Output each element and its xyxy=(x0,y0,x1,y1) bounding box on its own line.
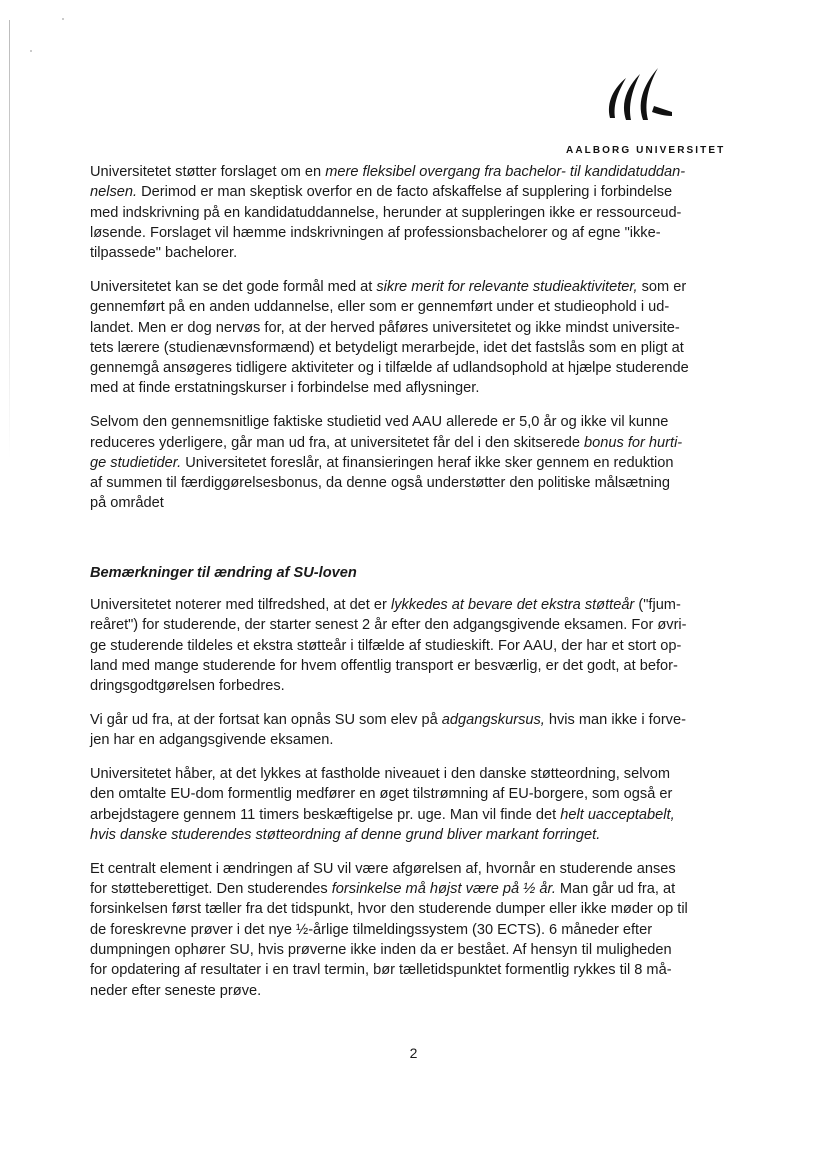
italic-run: helt uacceptabelt, xyxy=(560,806,675,823)
italic-run: forsinkelse må højst være på ½ år. xyxy=(331,881,556,898)
text-line xyxy=(90,162,750,182)
text-run: Vi går ud fra, at der fortsat kan opnås SU som elev på xyxy=(90,712,442,729)
text-line xyxy=(90,433,750,453)
text-line: ge studerende tildeles et ekstra støtteår i tilfælde af studieskift. For AAU, der har et stort op- xyxy=(90,637,682,654)
text-line xyxy=(90,277,750,297)
scan-edge-line xyxy=(9,20,10,460)
paragraph xyxy=(90,859,750,1001)
scan-speck xyxy=(30,50,32,52)
text-line xyxy=(90,879,750,899)
italic-run: bonus for hurti- xyxy=(584,434,683,451)
text-line: løsende. Forslaget vil hæmme indskrivningen af professionsbachelorer og af egne "ikke- xyxy=(90,224,661,241)
text-run: Man går ud fra, at xyxy=(555,881,676,898)
text-run: Derimod er man skeptisk overfor en de facto afskaffelse af supplering i forbindelse xyxy=(137,184,673,201)
text-run: hvis man ikke i forve- xyxy=(544,712,686,729)
text-run: ("fjum- xyxy=(634,597,681,614)
text-line: tets lærere (studienævnsformænd) et betydeligt merarbejde, idet det fastslås som en pligt at xyxy=(90,339,684,356)
paragraph xyxy=(90,412,750,513)
text-line: med indskrivning på en kandidatuddannelse, herunder at suppleringen ikke er ressourceud- xyxy=(90,204,682,221)
text-run: Universitetet noterer med tilfredshed, at det er xyxy=(90,597,391,614)
paragraph xyxy=(90,162,750,263)
text-line xyxy=(90,453,750,473)
text-line: landet. Men er dog nervøs for, at der herved påføres universitetet og ikke mindst universite- xyxy=(90,319,680,336)
italic-run: sikre merit for relevante studieaktiviteter, xyxy=(376,278,638,295)
paragraph xyxy=(90,710,750,751)
text-line xyxy=(90,805,750,825)
italic-run: hvis danske studerendes støtteordning af denne grund bliver markant forringet. xyxy=(90,827,601,844)
text-run: for støtteberettiget. Den studerendes xyxy=(90,881,332,898)
text-run: Universitetet støtter forslaget om en xyxy=(90,164,326,180)
text-line xyxy=(90,825,750,845)
text-line: jen har en adgangsgivende eksamen. xyxy=(90,732,334,749)
text-line: den omtalte EU-dom formentlig medfører en øget tilstrømning af EU-borgere, som også er xyxy=(90,786,673,803)
text-line: Et centralt element i ændringen af SU vil være afgørelsen af, hvornår en studerende anses xyxy=(90,860,676,877)
text-line: gennemført på en anden uddannelse, eller som er gennemført under et studieophold i ud- xyxy=(90,299,670,316)
document-body xyxy=(90,162,750,1014)
paragraph xyxy=(90,277,750,399)
text-line: de foreskrevne prøver i det nye ½-årlige tilmeldingssystem (30 ECTS). 6 måneder efter xyxy=(90,921,653,938)
text-run: arbejdstagere gennem 11 timers beskæftigelse pr. uge. Man vil finde det xyxy=(90,806,561,823)
text-line: dumpningen ophører SU, hvis prøverne ikke inden da er bestået. Af hensyn til muligheden xyxy=(90,942,672,958)
text-line: Selvom den gennemsnitlige faktiske studietid ved AAU allerede er 5,0 år og ikke vil kunne xyxy=(90,414,669,431)
text-line: med at finde erstatningskurser i forbindelse med aflysninger. xyxy=(90,380,480,397)
text-line: reåret") for studerende, der starter senest 2 år efter den adgangsgivende eksamen. For øvri- xyxy=(90,617,687,634)
text-run: Universitetet foreslår, at finansieringen heraf ikke sker gennem en reduktion xyxy=(181,454,674,471)
italic-run: ge studietider. xyxy=(90,454,182,471)
italic-run: adgangskursus, xyxy=(441,712,545,729)
italic-run: nelsen. xyxy=(90,184,138,201)
page-number: 2 xyxy=(409,1045,418,1061)
text-run: som er xyxy=(637,278,687,295)
text-line: for opdatering af resultater i en travl termin, bør tælletidspunktet formentlig rykkes til 8 må- xyxy=(90,962,672,979)
scan-speck xyxy=(62,18,64,20)
text-line: dringsgodtgørelsen forbedres. xyxy=(90,678,285,695)
text-line xyxy=(90,710,750,730)
italic-run: lykkedes at bevare det ekstra støtteår xyxy=(390,597,635,614)
text-line: land med mange studerende for hvem offentlig transport er besværlig, er det godt, at befor- xyxy=(90,657,678,674)
text-line xyxy=(90,595,750,615)
text-line: tilpassede" bachelorer. xyxy=(90,245,238,262)
text-line: Universitetet håber, at det lykkes at fastholde niveauet i den danske støtteordning, selvom xyxy=(90,766,671,783)
text-line: forsinkelsen først tæller fra det tidspunkt, hvor den studerende dumper eller ikke møder op til xyxy=(90,901,688,918)
paragraph xyxy=(90,764,750,845)
text-line: neder efter seneste prøve. xyxy=(90,982,262,999)
university-name: AALBORG UNIVERSITET xyxy=(566,145,726,156)
text-line: af summen til færdiggørelsesbonus, da denne også understøtter den politiske målsætning xyxy=(90,475,671,492)
text-line xyxy=(90,182,750,202)
text-line: gennemgå ansøgeres tidligere aktiviteter og i tilfælde af udlandsophold at hjælpe studerende xyxy=(90,360,689,377)
paragraph xyxy=(90,595,750,696)
text-run: reduceres yderligere, går man ud fra, at universitetet får del i den skitserede xyxy=(90,434,585,451)
aau-logo-icon xyxy=(596,66,674,122)
section-heading: Bemærkninger til ændring af SU-loven xyxy=(90,564,357,581)
italic-run: mere fleksibel overgang fra bachelor- til kandidatuddan- xyxy=(325,164,686,180)
text-line: på området xyxy=(90,495,164,512)
text-run: Universitetet kan se det gode formål med at xyxy=(90,278,377,295)
